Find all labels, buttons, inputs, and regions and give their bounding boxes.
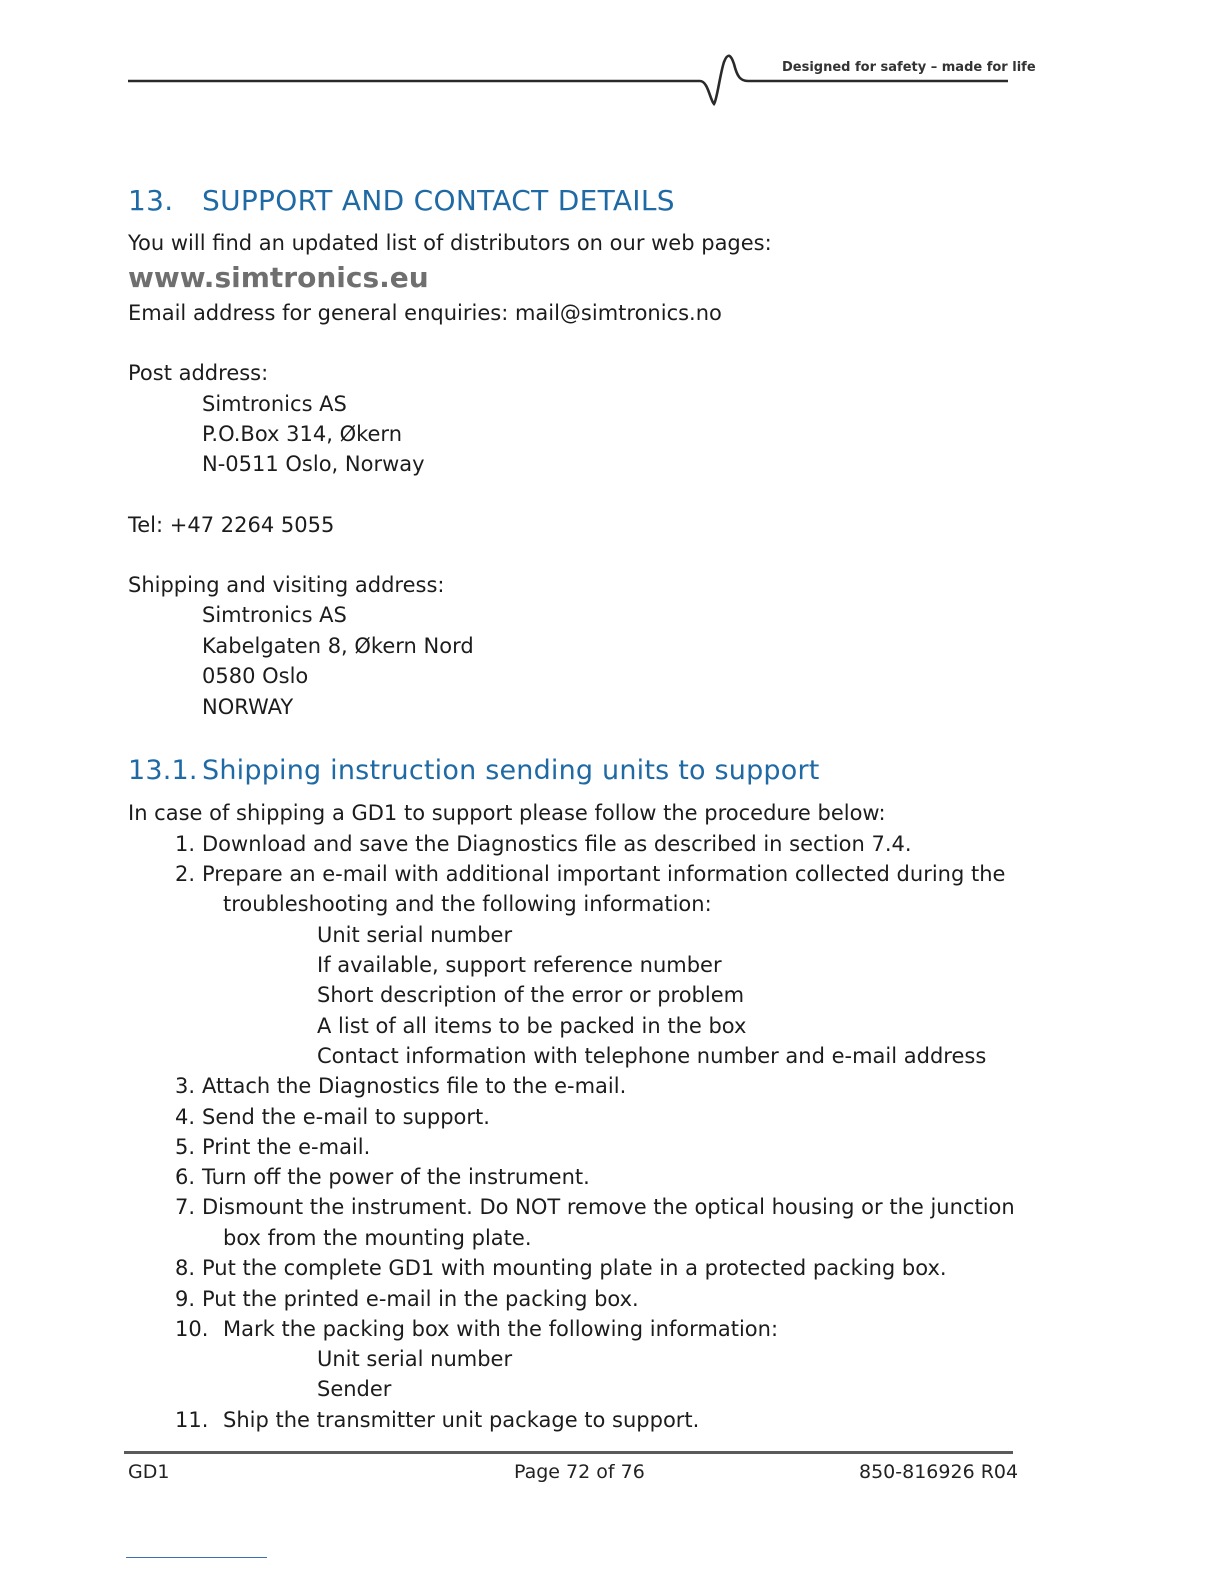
step-text-continued: box from the mounting plate. bbox=[223, 1226, 532, 1250]
step-text-continued: troubleshooting and the following information: bbox=[223, 892, 712, 916]
footnote-separator bbox=[126, 1557, 267, 1558]
step-text: Download and save the Diagnostics file as described in section 7.4. bbox=[202, 832, 912, 856]
shipping-address-line: Kabelgaten 8, Økern Nord bbox=[202, 634, 474, 658]
shipping-address-line: 0580 Oslo bbox=[202, 664, 309, 688]
footer-rule bbox=[124, 1451, 1013, 1454]
section-intro: You will find an updated list of distributors on our web pages: bbox=[128, 231, 772, 255]
subsection-intro: In case of shipping a GD1 to support please follow the procedure below: bbox=[128, 801, 886, 825]
post-address-line: Simtronics AS bbox=[202, 392, 347, 416]
step-number: 6. bbox=[175, 1165, 196, 1189]
step-number: 1. bbox=[175, 832, 196, 856]
post-address-label: Post address: bbox=[128, 361, 269, 385]
post-address-line: P.O.Box 314, Økern bbox=[202, 422, 403, 446]
telephone: Tel: +47 2264 5055 bbox=[128, 513, 335, 537]
subsection-number: 13.1. bbox=[128, 755, 198, 786]
subsection-title: Shipping instruction sending units to support bbox=[202, 755, 820, 786]
section-title: SUPPORT AND CONTACT DETAILS bbox=[202, 184, 675, 217]
step-number: 10. bbox=[175, 1317, 209, 1341]
step-text: Put the complete GD1 with mounting plate in a protected packing box. bbox=[202, 1256, 947, 1280]
step-text: Print the e-mail. bbox=[202, 1135, 371, 1159]
step-text: Dismount the instrument. Do NOT remove the optical housing or the junction bbox=[202, 1195, 1015, 1219]
step-text: Turn off the power of the instrument. bbox=[202, 1165, 590, 1189]
step-text: Prepare an e-mail with additional important information collected during the bbox=[202, 862, 1006, 886]
shipping-address-line: Simtronics AS bbox=[202, 603, 347, 627]
step-number: 11. bbox=[175, 1408, 209, 1432]
step-number: 7. bbox=[175, 1195, 196, 1219]
step-number: 5. bbox=[175, 1135, 196, 1159]
website-link[interactable]: www.simtronics.eu bbox=[128, 261, 429, 294]
sub-item: A list of all items to be packed in the box bbox=[317, 1014, 747, 1038]
footer-document-id: 850-816926 R04 bbox=[859, 1461, 1019, 1483]
step-number: 2. bbox=[175, 862, 196, 886]
footer-product: GD1 bbox=[128, 1461, 170, 1483]
sub-item: Unit serial number bbox=[317, 923, 513, 947]
step-text: Send the e-mail to support. bbox=[202, 1105, 490, 1129]
header-rule-with-logo-wave bbox=[0, 0, 1224, 120]
sub-item: Short description of the error or problem bbox=[317, 983, 745, 1007]
step-number: 9. bbox=[175, 1287, 196, 1311]
shipping-address-label: Shipping and visiting address: bbox=[128, 573, 445, 597]
sub-item: Unit serial number bbox=[317, 1347, 513, 1371]
sub-item: Contact information with telephone number and e-mail address bbox=[317, 1044, 987, 1068]
step-text: Attach the Diagnostics file to the e-mail. bbox=[202, 1074, 627, 1098]
section-number: 13. bbox=[128, 184, 174, 217]
email-line: Email address for general enquiries: mail@simtronics.no bbox=[128, 301, 722, 325]
step-number: 8. bbox=[175, 1256, 196, 1280]
footer-page-number: Page 72 of 76 bbox=[514, 1461, 645, 1483]
step-number: 4. bbox=[175, 1105, 196, 1129]
sub-item: If available, support reference number bbox=[317, 953, 722, 977]
step-text: Mark the packing box with the following information: bbox=[223, 1317, 779, 1341]
sub-item: Sender bbox=[317, 1377, 392, 1401]
header-tagline: Designed for safety – made for life bbox=[782, 60, 1036, 75]
shipping-address-line: NORWAY bbox=[202, 695, 294, 719]
step-text: Ship the transmitter unit package to support. bbox=[223, 1408, 700, 1432]
post-address-line: N-0511 Oslo, Norway bbox=[202, 452, 425, 476]
step-text: Put the printed e-mail in the packing box. bbox=[202, 1287, 639, 1311]
step-number: 3. bbox=[175, 1074, 196, 1098]
